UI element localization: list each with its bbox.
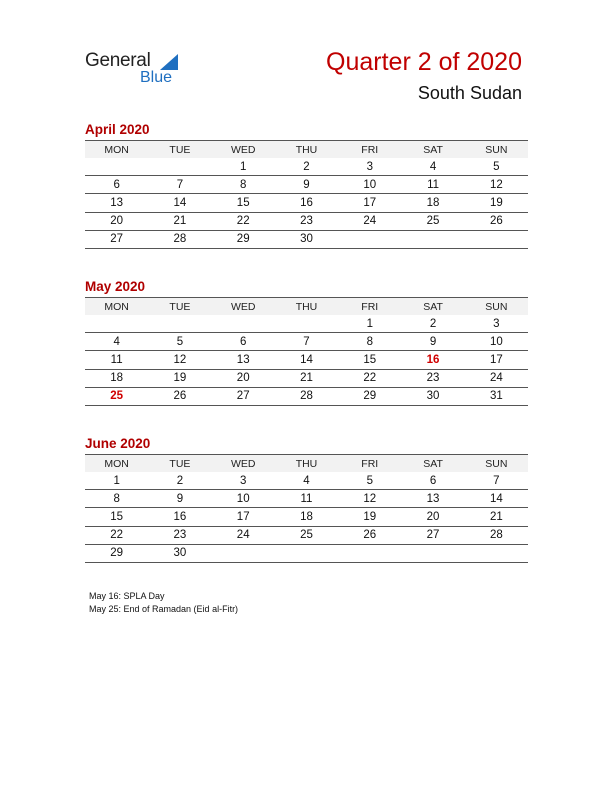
day-cell: 14 (465, 490, 528, 508)
day-cell: 23 (275, 212, 338, 230)
day-cell: 15 (212, 194, 275, 212)
generalblue-logo (85, 50, 195, 92)
day-cell: 2 (275, 158, 338, 176)
day-cell: 4 (275, 472, 338, 490)
day-cell: 29 (212, 230, 275, 248)
week-row (85, 176, 528, 194)
day-cell: 27 (401, 526, 464, 544)
day-cell: 10 (465, 333, 528, 351)
day-cell: 10 (338, 176, 401, 194)
day-cell: 23 (148, 526, 211, 544)
week-row (85, 351, 528, 369)
week-row (85, 194, 528, 212)
day-cell: 14 (148, 194, 211, 212)
weekday-header: FRI (338, 141, 401, 159)
day-cell (212, 315, 275, 333)
month-title: June 2020 (85, 436, 151, 451)
day-cell (338, 230, 401, 248)
day-cell: 9 (148, 490, 211, 508)
logo-text-blue: Blue (140, 69, 173, 86)
day-cell: 15 (338, 351, 401, 369)
day-cell: 24 (212, 526, 275, 544)
day-cell: 19 (338, 508, 401, 526)
day-cell: 6 (85, 176, 148, 194)
day-cell: 12 (465, 176, 528, 194)
day-cell: 9 (275, 176, 338, 194)
day-cell: 21 (275, 369, 338, 387)
day-cell: 1 (338, 315, 401, 333)
weekday-header-row (85, 455, 528, 473)
week-row (85, 158, 528, 176)
month-title: May 2020 (85, 279, 146, 294)
day-cell: 7 (465, 472, 528, 490)
day-cell: 16 (401, 351, 464, 369)
calendar-table (85, 297, 528, 406)
day-cell: 3 (338, 158, 401, 176)
day-cell (401, 230, 464, 248)
day-cell: 11 (401, 176, 464, 194)
day-cell: 13 (401, 490, 464, 508)
day-cell (212, 544, 275, 562)
day-cell: 3 (465, 315, 528, 333)
weekday-header: MON (85, 298, 148, 316)
day-cell: 17 (465, 351, 528, 369)
day-cell: 19 (465, 194, 528, 212)
quarter-title: Quarter 2 of 2020 (326, 48, 522, 76)
day-cell: 22 (338, 369, 401, 387)
day-cell: 11 (275, 490, 338, 508)
weekday-header: THU (275, 298, 338, 316)
day-cell: 15 (85, 508, 148, 526)
country-name: South Sudan (417, 83, 522, 103)
day-cell: 26 (148, 387, 211, 405)
calendar-table (85, 140, 528, 249)
day-cell: 18 (275, 508, 338, 526)
month-calendar (85, 435, 528, 563)
day-cell: 20 (401, 508, 464, 526)
day-cell: 6 (212, 333, 275, 351)
weekday-header: SAT (401, 455, 464, 473)
day-cell: 12 (148, 351, 211, 369)
day-cell: 16 (148, 508, 211, 526)
weekday-header: SUN (465, 455, 528, 473)
week-row (85, 526, 528, 544)
day-cell (148, 315, 211, 333)
weekday-header: SAT (401, 298, 464, 316)
week-row (85, 230, 528, 248)
weekday-header: MON (85, 455, 148, 473)
calendar-table (85, 454, 528, 563)
weekday-header: WED (212, 455, 275, 473)
day-cell (338, 544, 401, 562)
day-cell: 5 (148, 333, 211, 351)
month-calendar (85, 121, 528, 249)
weekday-header: SUN (465, 141, 528, 159)
weekday-header: SAT (401, 141, 464, 159)
day-cell: 12 (338, 490, 401, 508)
day-cell: 11 (85, 351, 148, 369)
holiday-notes (89, 590, 238, 615)
week-row (85, 544, 528, 562)
day-cell: 9 (401, 333, 464, 351)
day-cell: 3 (212, 472, 275, 490)
day-cell: 21 (465, 508, 528, 526)
week-row (85, 369, 528, 387)
day-cell: 31 (465, 387, 528, 405)
day-cell: 6 (401, 472, 464, 490)
day-cell (85, 158, 148, 176)
month-calendar (85, 278, 528, 406)
day-cell: 28 (148, 230, 211, 248)
day-cell: 27 (212, 387, 275, 405)
day-cell: 25 (85, 387, 148, 405)
day-cell: 2 (148, 472, 211, 490)
week-row (85, 212, 528, 230)
day-cell: 8 (338, 333, 401, 351)
day-cell: 24 (338, 212, 401, 230)
holiday-note: May 25: End of Ramadan (Eid al-Fitr) (89, 603, 239, 614)
day-cell: 18 (401, 194, 464, 212)
week-row (85, 387, 528, 405)
weekday-header: THU (275, 141, 338, 159)
day-cell: 1 (85, 472, 148, 490)
weekday-header: FRI (338, 298, 401, 316)
day-cell: 1 (212, 158, 275, 176)
day-cell: 4 (401, 158, 464, 176)
day-cell: 26 (338, 526, 401, 544)
day-cell: 20 (212, 369, 275, 387)
holiday-note: May 16: SPLA Day (89, 591, 165, 601)
day-cell (275, 315, 338, 333)
day-cell: 23 (401, 369, 464, 387)
day-cell: 20 (85, 212, 148, 230)
day-cell (85, 315, 148, 333)
day-cell: 8 (212, 176, 275, 194)
day-cell: 13 (85, 194, 148, 212)
day-cell (148, 158, 211, 176)
day-cell: 27 (85, 230, 148, 248)
day-cell: 17 (338, 194, 401, 212)
week-row (85, 472, 528, 490)
day-cell: 29 (338, 387, 401, 405)
day-cell: 28 (465, 526, 528, 544)
day-cell: 14 (275, 351, 338, 369)
day-cell: 21 (148, 212, 211, 230)
day-cell: 4 (85, 333, 148, 351)
day-cell: 19 (148, 369, 211, 387)
day-cell: 5 (465, 158, 528, 176)
day-cell (465, 230, 528, 248)
day-cell: 10 (212, 490, 275, 508)
day-cell: 5 (338, 472, 401, 490)
day-cell (401, 544, 464, 562)
day-cell: 13 (212, 351, 275, 369)
weekday-header: SUN (465, 298, 528, 316)
day-cell: 7 (275, 333, 338, 351)
day-cell: 30 (275, 230, 338, 248)
weekday-header: TUE (148, 298, 211, 316)
weekday-header: WED (212, 298, 275, 316)
day-cell: 25 (275, 526, 338, 544)
week-row (85, 333, 528, 351)
day-cell: 7 (148, 176, 211, 194)
day-cell: 17 (212, 508, 275, 526)
week-row (85, 315, 528, 333)
day-cell: 2 (401, 315, 464, 333)
day-cell (465, 544, 528, 562)
day-cell: 24 (465, 369, 528, 387)
day-cell: 25 (401, 212, 464, 230)
week-row (85, 508, 528, 526)
weekday-header: WED (212, 141, 275, 159)
day-cell: 30 (148, 544, 211, 562)
week-row (85, 490, 528, 508)
month-title: April 2020 (85, 122, 150, 137)
weekday-header-row (85, 298, 528, 316)
weekday-header: THU (275, 455, 338, 473)
day-cell: 28 (275, 387, 338, 405)
logo-flag-icon (160, 54, 178, 70)
day-cell: 22 (85, 526, 148, 544)
day-cell: 29 (85, 544, 148, 562)
day-cell: 30 (401, 387, 464, 405)
day-cell: 16 (275, 194, 338, 212)
day-cell: 18 (85, 369, 148, 387)
weekday-header: TUE (148, 455, 211, 473)
day-cell: 26 (465, 212, 528, 230)
weekday-header: MON (85, 141, 148, 159)
weekday-header: FRI (338, 455, 401, 473)
logo-text-general: General (85, 50, 151, 71)
day-cell: 22 (212, 212, 275, 230)
day-cell (275, 544, 338, 562)
weekday-header: TUE (148, 141, 211, 159)
day-cell: 8 (85, 490, 148, 508)
weekday-header-row (85, 141, 528, 159)
